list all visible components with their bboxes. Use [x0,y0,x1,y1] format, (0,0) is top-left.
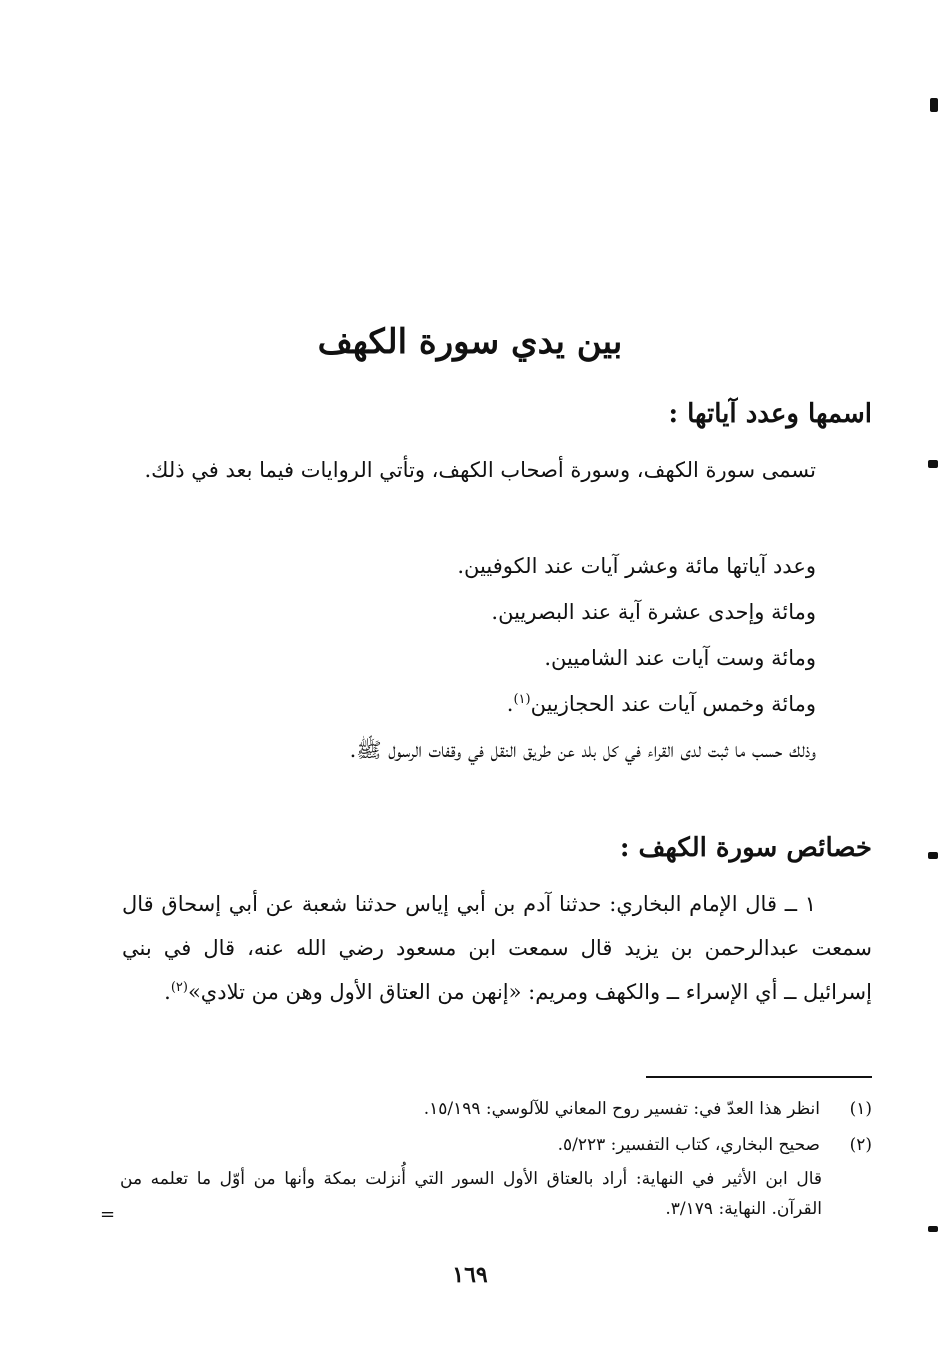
verse-count-line: وعدد آياتها مائة وعشر آيات عند الكوفيين. [457,554,816,578]
closing-text: وذلك حسب ما ثبت لدى القراء في كل بلد عن طريق النقل في وقفات الرسول ﷺ. [349,738,816,762]
hadith-paragraph [122,882,872,1014]
footnote-text: انظر هذا العدّ في: تفسير روح المعاني للآلوسي: ١٥/١٩٩. [423,1099,820,1119]
page-title: بين يدي سورة الكهف [317,322,623,362]
page-number: ١٦٩ [452,1262,488,1288]
verse-count-line [507,682,816,726]
continuation-mark: = [100,1204,116,1225]
paragraph-end-period: . [164,980,171,1004]
footnote-2 [120,1130,872,1160]
section-heading-name-and-verses: اسمها وعدد آياتها : [668,399,872,429]
closing-paragraph [122,728,872,772]
intro-paragraph [122,448,872,492]
footnote-separator [646,1076,872,1078]
footnote-2-continuation: قال ابن الأثير في النهاية: أراد بالعتاق الأول السور التي أُنزلت بمكة وأنها من أوّل ما تعلمه من القرآن. النهاية: ٣/١٧٩. [120,1169,822,1219]
scan-edge-mark [928,460,938,468]
footnote-text: صحيح البخاري، كتاب التفسير: ٥/٢٢٣. [557,1135,820,1155]
verse-count-line: ومائة وإحدى عشرة آية عند البصريين. [491,600,816,624]
verse-count-text: ومائة وخمس آيات عند الحجازيين [530,692,816,716]
line-end-period: . [506,692,514,716]
scan-edge-mark [930,98,938,112]
footnote-number: (٢) [849,1135,872,1155]
verse-count-line: ومائة وست آيات عند الشاميين. [544,646,816,670]
intro-text: تسمى سورة الكهف، وسورة أصحاب الكهف، وتأتي الروايات فيما بعد في ذلك. [144,458,816,482]
hadith-text: ١ ــ قال الإمام البخاري: حدثنا آدم بن أبي إياس حدثنا شعبة عن أبي إسحاق قال سمعت عبدالرحمن بن يزيد قال سمعت ابن مسعود رضي الله عنه، قال في بني إسرائيل ــ أي الإسراء ــ والكهف ومريم: «إنهن من العتاق الأول وهن من تلادي» [122,892,872,1004]
footnote-ref-2[interactable]: (٢) [170,980,188,995]
footnote-ref-1[interactable]: (١) [513,692,531,707]
section-heading-characteristics: خصائص سورة الكهف : [619,833,872,863]
footnote-1 [120,1094,872,1124]
footnote-number: (١) [849,1099,872,1119]
scan-edge-mark [928,1226,938,1232]
scan-edge-mark [928,852,938,859]
